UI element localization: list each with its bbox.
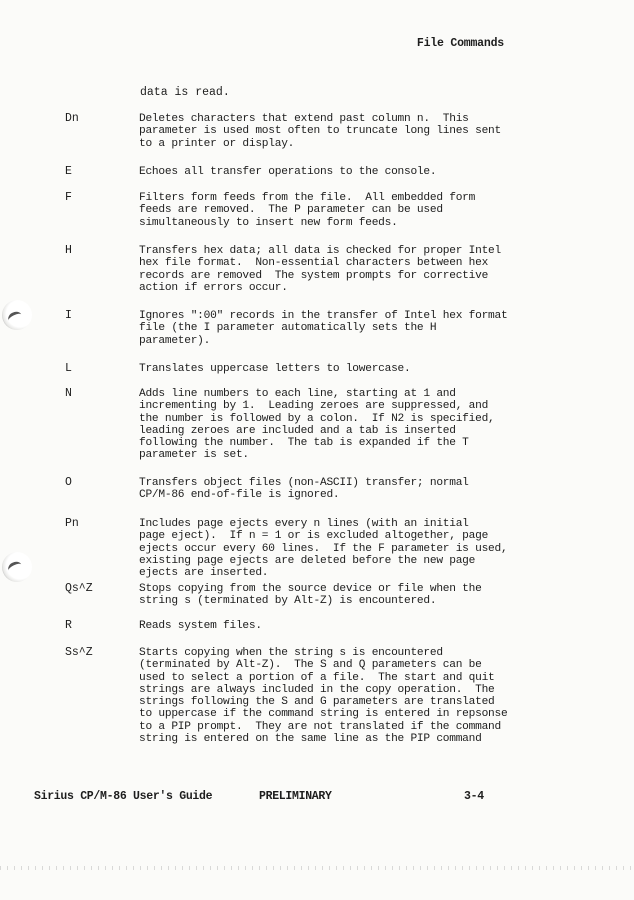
description-line: to a PIP prompt. They are not translated if the command	[139, 720, 501, 733]
footer-status: PRELIMINARY	[259, 790, 332, 803]
description-line: incrementing by 1. Leading zeroes are suppressed, and	[139, 400, 489, 413]
description-line: feeds are removed. The P parameter can be used	[139, 204, 443, 217]
description-line: page eject). If n = 1 or is excluded altogether, page	[139, 530, 489, 543]
description-line: to a printer or display.	[139, 137, 295, 150]
parameter-name: Pn	[65, 517, 79, 530]
description-line: Filters form feeds from the file. All embedded form	[139, 192, 476, 204]
parameter-name: E	[65, 165, 72, 178]
description-line: (terminated by Alt-Z). The S and Q parameters can be	[139, 659, 482, 672]
parameter-description	[139, 166, 514, 178]
description-line: action if errors occur.	[139, 281, 288, 294]
parameter-description	[139, 245, 514, 294]
description-line: used to select a portion of a file. The start and quit	[139, 671, 495, 684]
parameter-description	[139, 113, 514, 150]
parameter-name: O	[65, 476, 72, 489]
parameter-name: H	[65, 244, 72, 257]
continuation-text: data is read.	[140, 86, 230, 99]
description-line: ejects are inserted.	[139, 567, 269, 580]
description-line: strings following the S and G parameters are translated	[139, 696, 495, 709]
footer-guide-title: Sirius CP/M-86 User's Guide	[34, 790, 213, 803]
parameter-description	[139, 583, 514, 608]
parameter-description	[139, 363, 514, 375]
parameter-name: F	[65, 191, 72, 204]
description-line: strings are always included in the copy operation. The	[139, 683, 495, 696]
description-line: CP/M-86 end-of-file is ignored.	[139, 489, 340, 502]
description-line: Includes page ejects every n lines (with an initial	[139, 518, 469, 530]
description-line: file (the I parameter automatically sets the H	[139, 322, 437, 335]
description-line: Echoes all transfer operations to the console.	[139, 166, 437, 178]
description-line: ejects occur every 60 lines. If the F parameter is used,	[139, 542, 508, 555]
parameter-description	[139, 310, 514, 347]
running-header: File Commands	[416, 37, 504, 50]
description-line: parameter).	[139, 334, 211, 347]
description-line: Ignores ":00" records in the transfer of Intel hex format	[139, 310, 508, 322]
description-line: Translates uppercase letters to lowercase.	[139, 363, 411, 375]
description-line: hex file format. Non-essential characters between hex	[139, 257, 489, 270]
parameter-description	[139, 388, 514, 462]
description-line: Stops copying from the source device or file when the	[139, 583, 482, 595]
parameter-name: Dn	[65, 112, 79, 125]
parameter-description	[139, 192, 514, 229]
parameter-description	[139, 647, 514, 745]
description-line: simultaneously to insert new form feeds.	[139, 216, 398, 229]
parameter-name: Ss^Z	[65, 646, 93, 659]
description-line: Starts copying when the string s is encountered	[139, 647, 443, 659]
parameter-name: N	[65, 387, 72, 400]
parameter-description	[139, 518, 514, 579]
description-line: Transfers object files (non-ASCII) transfer; normal	[139, 477, 469, 489]
description-line: string s (terminated by Alt-Z) is encountered.	[139, 595, 437, 608]
scan-edge-artifact	[0, 866, 634, 870]
description-line: the number is followed by a colon. If N2 is specified,	[139, 412, 495, 425]
description-line: Transfers hex data; all data is checked for proper Intel	[139, 245, 501, 257]
parameter-description	[139, 620, 514, 632]
description-line: following the number. The tab is expanded if the T	[139, 437, 469, 450]
description-line: parameter is set.	[139, 449, 249, 462]
parameter-name: R	[65, 619, 72, 632]
description-line: to uppercase if the command string is entered in repsonse	[139, 708, 508, 721]
description-line: Reads system files.	[139, 620, 262, 632]
description-line: parameter is used most often to truncate long lines sent	[139, 125, 501, 138]
parameter-name: I	[65, 309, 72, 322]
description-line: Adds line numbers to each line, starting at 1 and	[139, 388, 456, 400]
description-line: records are removed The system prompts for corrective	[139, 269, 489, 282]
parameter-name: L	[65, 362, 72, 375]
parameter-name: Qs^Z	[65, 582, 93, 595]
parameter-description	[139, 477, 514, 502]
page-number: 3-4	[464, 790, 484, 803]
description-line: string is entered on the same line as the PIP command	[139, 733, 482, 746]
description-line: Deletes characters that extend past column n. This	[139, 113, 469, 125]
description-line: existing page ejects are deleted before the new page	[139, 554, 476, 567]
description-line: leading zeroes are included and a tab is inserted	[139, 424, 456, 437]
